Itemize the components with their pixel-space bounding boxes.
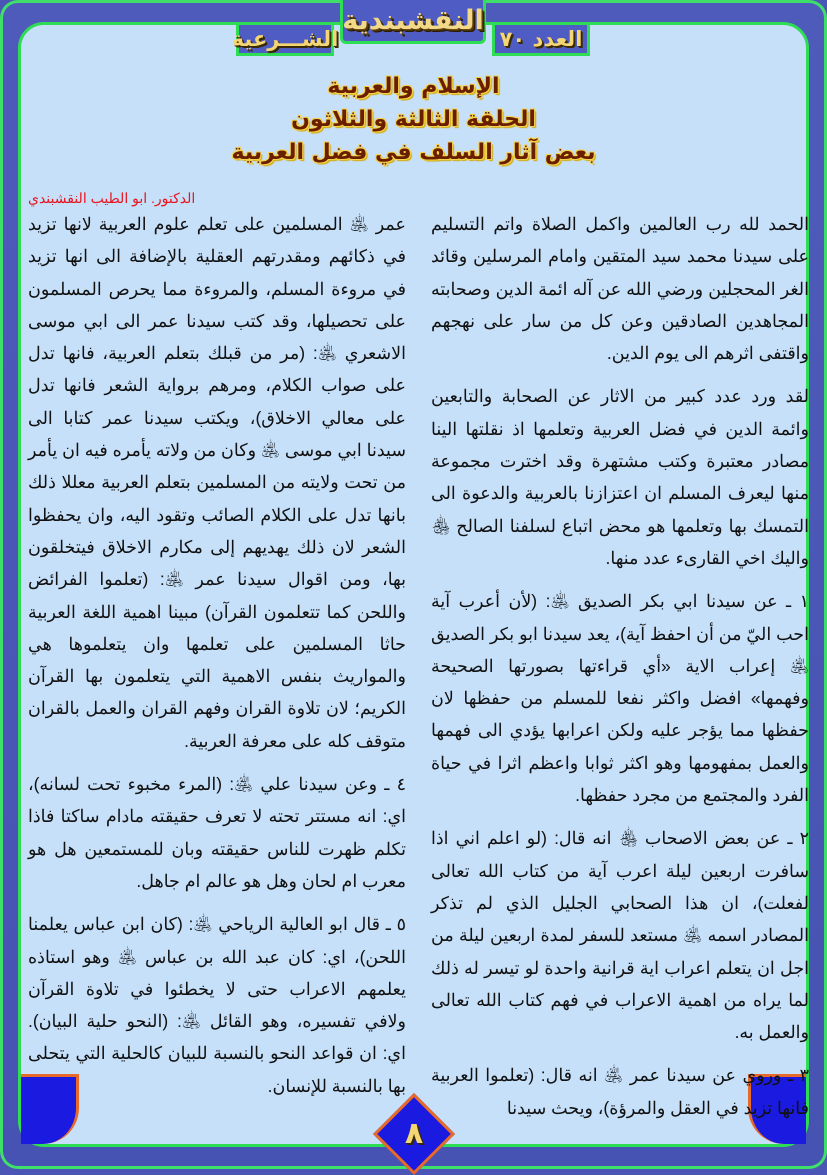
magazine-logo: النقشبندية — [340, 0, 486, 44]
section-tab: الشـــرعية — [236, 22, 334, 56]
paragraph: عمر ﵁ المسلمين على تعلم علوم العربية لانها تزيد في ذكائهم ومقدرتهم العقلية بالإضافة الى انها تزيد في مروءة المسلم، والمروءة مما يحرص المسلمون على تحصيلها، وقد كتب سيدنا عمر الى ابي موسى الاشعري ﵁: (مر من قبلك بتعلم العربية، فانها تدل على صواب الكلام، ومرهم برواية الشعر فانها تدل على معالي الاخلاق)، ويكتب سيدنا عمر كتابا الى سيدنا ابي موسى ﵁ وكان من ولاته يأمره فيه ان يأمر من تحت ولايته من المسلمين بتعلم العربية معللا ذلك بانها تدل على الكلام الصائب وتقود اليه، وان يحفظوا الشعر لان ذلك يهديهم إلى مكارم الاخلاق فيتخلقون بها، ومن اقوال سيدنا عمر ﵁: (تعلموا الفرائض واللحن كما تتعلمون القرآن) مبينا اهمية اللغة العربية حاثا المسلمين على تعلمها وان يتعلموها هي والمواريث بنفس الاهمية التي يتعلمون بها القرآن الكريم؛ لان تلاوة القران وفهم القران والعمل بالقران متوقف كله على معرفة العربية. — [28, 214, 406, 751]
paragraph: ٤ ـ وعن سيدنا علي ﵁: (المرء مخبوء تحت لسانه)، اي: انه مستتر تحته لا تعرف حقيقته مادام ساكتا فاذا تكلم ظهرت للناس حقيقته وبان للمستمعين هل هو معرب ام لحان وهل هو عالم ام جاهل. — [28, 774, 406, 891]
paragraph: الحمد لله رب العالمين واكمل الصلاة واتم التسليم على سيدنا محمد سيد المتقين وامام المرسلين وقائد الغر المحجلين ورضي الله عن آله ائمة الدين وصحابته المجاهدين الصادقين وعن كل من سار على نهجهم واقتفى اثرهم الى يوم الدين. — [431, 214, 809, 364]
left-column — [28, 208, 406, 1113]
paragraph: لقد ورد عدد كبير من الاثار عن الصحابة والتابعين وائمة الدين في فضل العربية وتعلمها اذ نقلتها الينا مصادر معتبرة وكتب مشتهرة وقد اخترت مجموعة منها ليعرف المسلم ان اعتزازنا بالعربية والدعوة الى التمسك بها وتعلمها هو محض اتباع لسلفنا الصالح ﵃ واليك اخي القارىء عدد منها. — [431, 386, 809, 568]
author-byline: الدكتور. ابو الطيب النقشبندي — [28, 190, 196, 206]
paragraph: ٢ ـ عن بعض الاصحاب ﵃ انه قال: (لو اعلم اني اذا سافرت اربعين ليلة اعرب آية من كتاب الله تعالى لفعلت)، ان هذا الصحابي الجليل الذي لم تذكر المصادر اسمه ﵁ مستعد للسفر لمدة اربعين ليلة من اجل ان يتعلم اعراب اية قرانية واحدة لو تيسر له ذلك لما يراه من اهمية الاعراب في فهم كتاب الله تعالى والعمل به. — [431, 828, 809, 1043]
article-title-block — [0, 70, 827, 169]
right-column — [431, 208, 809, 1135]
page-number: ٨ — [404, 1115, 424, 1151]
paragraph: ٣ ـ وروي عن سيدنا عمر ﵁ انه قال: (تعلموا العربية فانها تزيد في العقل والمرؤة)، ويحث سيدنا — [431, 1065, 809, 1118]
issue-number-tab: العدد ٧٠ — [492, 22, 590, 56]
article-episode: الحلقة الثالثة والثلاثون — [291, 107, 536, 132]
article-subtitle: بعض آثار السلف في فضل العربية — [231, 140, 596, 165]
paragraph: ٥ ـ قال ابو العالية الرياحي ﵁: (كان ابن عباس يعلمنا اللحن)، اي: كان عبد الله بن عباس ﵁ وهو استاذه يعلمهم الاعراب حتى لا يخطئوا في تلاوة القرآن ولافي تفسيره، وهو القائل ﵁: (النحو حلية البيان). اي: ان قواعد النحو بالنسبة للبيان كالحلية التي يتحلى بها بالنسبة للإنسان. — [28, 914, 406, 1096]
paragraph: ١ ـ عن سيدنا ابي بكر الصديق ﵁: (لأن أعرب آية احب اليّ من أن احفظ آية)، يعد سيدنا ابو بكر الصديق ﵁ إعراب الاية «أي قراءتها بصورتها الصحيحة وفهمها» افضل واكثر نفعا للمسلم من حفظها لان حفظها مما يؤجر عليه ولكن اعرابها يؤدي الى فهمها والعمل بمفهومها وهو اكثر ثوابا واعظم اثرا في حياة الفرد والمجتمع من مجرد حفظها. — [431, 591, 809, 806]
article-title: الإسلام والعربية — [327, 74, 500, 99]
